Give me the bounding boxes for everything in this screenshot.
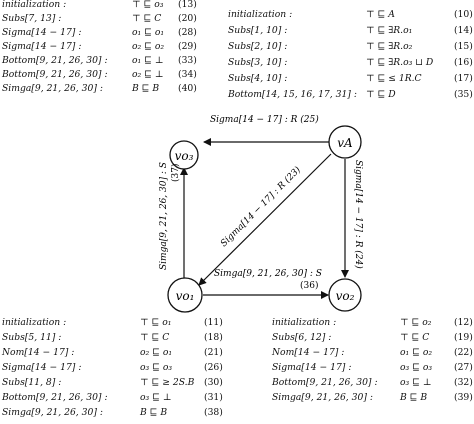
rule-number: (13) xyxy=(178,0,197,10)
rule-formula: B ⊑ B xyxy=(140,407,168,418)
rule-label: Bottom[9, 21, 26, 30] : xyxy=(272,377,378,388)
node-label: vo₂ xyxy=(335,289,355,303)
edge-label-a-to-o2: Sigma[14 − 17] : R (24) xyxy=(353,160,363,269)
edge-label-a-to-o3: Sigma[14 − 17] : R (25) xyxy=(210,115,319,125)
rule-label: Subs[11, 8] : xyxy=(2,377,62,388)
rule-formula: o₃ ⊑ ⊥ xyxy=(140,392,172,403)
node-label: vo₁ xyxy=(175,289,195,303)
rule-label: initialization : xyxy=(2,0,67,10)
node-label: vA xyxy=(337,136,353,150)
edge-a-to-o1 xyxy=(199,154,331,285)
rule-label: Subs[5, 11] : xyxy=(2,332,62,343)
edge-label-o1-to-o3: Simga[9, 21, 26, 30] : S xyxy=(159,162,169,270)
rule-formula: o₁ ⊑ o₂ xyxy=(400,347,433,358)
rule-number: (34) xyxy=(178,69,197,80)
rule-number: (18) xyxy=(204,332,223,343)
rule-number: (22) xyxy=(454,347,473,358)
rule-label: Subs[7, 13] : xyxy=(2,13,62,24)
rule-number: (40) xyxy=(178,83,197,94)
rule-number: (20) xyxy=(178,13,197,24)
rule-formula: o₃ ⊑ ⊥ xyxy=(400,377,432,388)
rule-formula: ⊤ ⊑ A xyxy=(366,9,395,20)
rule-formula: ⊤ ⊑ o₂ xyxy=(400,317,432,328)
rule-number: (10) xyxy=(454,9,473,20)
rule-number: (31) xyxy=(204,392,223,403)
rule-label: Sigma[14 − 17] : xyxy=(2,41,82,52)
rule-label: Subs[6, 12] : xyxy=(272,332,332,343)
rule-number: (27) xyxy=(454,362,473,373)
rule-formula: ⊤ ⊑ C xyxy=(132,13,162,24)
rule-label: Nom[14 − 17] : xyxy=(2,347,75,358)
rule-number: (26) xyxy=(204,362,223,373)
rule-number: (17) xyxy=(454,73,473,84)
rule-label: initialization : xyxy=(2,317,67,328)
rule-label: initialization : xyxy=(272,317,337,328)
rule-formula: ⊤ ⊑ ∃R.o₂ xyxy=(366,41,413,52)
rule-formula: ⊤ ⊑ C xyxy=(140,332,170,343)
rule-number: (11) xyxy=(204,317,223,328)
node-v-o2 xyxy=(329,279,361,311)
rule-label: Subs[4, 10] : xyxy=(228,73,288,84)
rule-formula: o₃ ⊑ o₃ xyxy=(140,362,173,373)
rule-number: (15) xyxy=(454,41,473,52)
rule-number: (35) xyxy=(454,89,473,100)
rule-number: (14) xyxy=(454,25,473,36)
rule-number: (19) xyxy=(454,332,473,343)
rule-number: (32) xyxy=(454,377,473,388)
rule-label: Bottom[9, 21, 26, 30] : xyxy=(2,392,108,403)
rule-number: (30) xyxy=(204,377,223,388)
rule-label: Simga[9, 21, 26, 30] : xyxy=(2,83,103,94)
node-v-o1 xyxy=(168,278,202,312)
rule-label: Simga[9, 21, 26, 30] : xyxy=(2,407,103,418)
rule-label: Nom[14 − 17] : xyxy=(272,347,345,358)
rule-number: (16) xyxy=(454,57,473,68)
rule-number: (39) xyxy=(454,392,473,403)
rule-formula: ⊤ ⊑ C xyxy=(400,332,430,343)
rule-number: (33) xyxy=(178,55,197,66)
rule-formula: ⊤ ⊑ ∃R.o₁ xyxy=(366,25,413,36)
rule-number: (12) xyxy=(454,317,473,328)
rule-formula: ⊤ ⊑ o₁ xyxy=(140,317,172,328)
rule-number: (38) xyxy=(204,407,223,418)
rule-formula: ⊤ ⊑ ≥ 2S.B xyxy=(140,377,195,388)
rule-label: Sigma[14 − 17] : xyxy=(2,362,82,373)
rule-formula: o₁ ⊑ ⊥ xyxy=(132,55,164,66)
rule-label: Bottom[14, 15, 16, 17, 31] : xyxy=(228,89,357,100)
rule-formula: B ⊑ B xyxy=(400,392,428,403)
rule-number: (28) xyxy=(178,27,197,38)
rule-label: Bottom[9, 21, 26, 30] : xyxy=(2,55,108,66)
rule-formula: B ⊑ B xyxy=(132,83,160,94)
rule-label: initialization : xyxy=(228,9,293,20)
rule-formula: o₁ ⊑ o₁ xyxy=(132,27,165,38)
rule-label: Subs[3, 10] : xyxy=(228,57,288,68)
rule-number: (21) xyxy=(204,347,223,358)
edge-label-o1-to-o2-number: (36) xyxy=(300,281,319,291)
rule-number: (29) xyxy=(178,41,197,52)
rule-label: Subs[2, 10] : xyxy=(228,41,288,52)
rule-formula: ⊤ ⊑ D xyxy=(366,89,396,100)
rule-label: Sigma[14 − 17] : xyxy=(272,362,352,373)
rule-label: Sigma[14 − 17] : xyxy=(2,27,82,38)
rule-formula: ⊤ ⊑ ≤ 1R.C xyxy=(366,73,422,84)
rule-formula: o₂ ⊑ o₁ xyxy=(140,347,173,358)
edge-label-a-to-o1: Sigma[14 − 17] : R (23) xyxy=(219,165,304,250)
rule-formula: ⊤ ⊑ o₃ xyxy=(132,0,164,10)
edge-label-o1-to-o3-number: (37) xyxy=(171,163,181,182)
rule-formula: o₃ ⊑ o₃ xyxy=(400,362,433,373)
node-label: vo₃ xyxy=(174,149,194,163)
rule-formula: o₂ ⊑ o₂ xyxy=(132,41,165,52)
rule-formula: ⊤ ⊑ ∃R.o₃ ⊔ D xyxy=(366,57,434,68)
edge-label-o1-to-o2: Simga[9, 21, 26, 30] : S xyxy=(214,269,322,279)
rule-formula: o₂ ⊑ ⊥ xyxy=(132,69,164,80)
rule-label: Simga[9, 21, 26, 30] : xyxy=(272,392,373,403)
rule-label: Bottom[9, 21, 26, 30] : xyxy=(2,69,108,80)
rule-label: Subs[1, 10] : xyxy=(228,25,288,36)
node-v-a xyxy=(329,126,361,158)
